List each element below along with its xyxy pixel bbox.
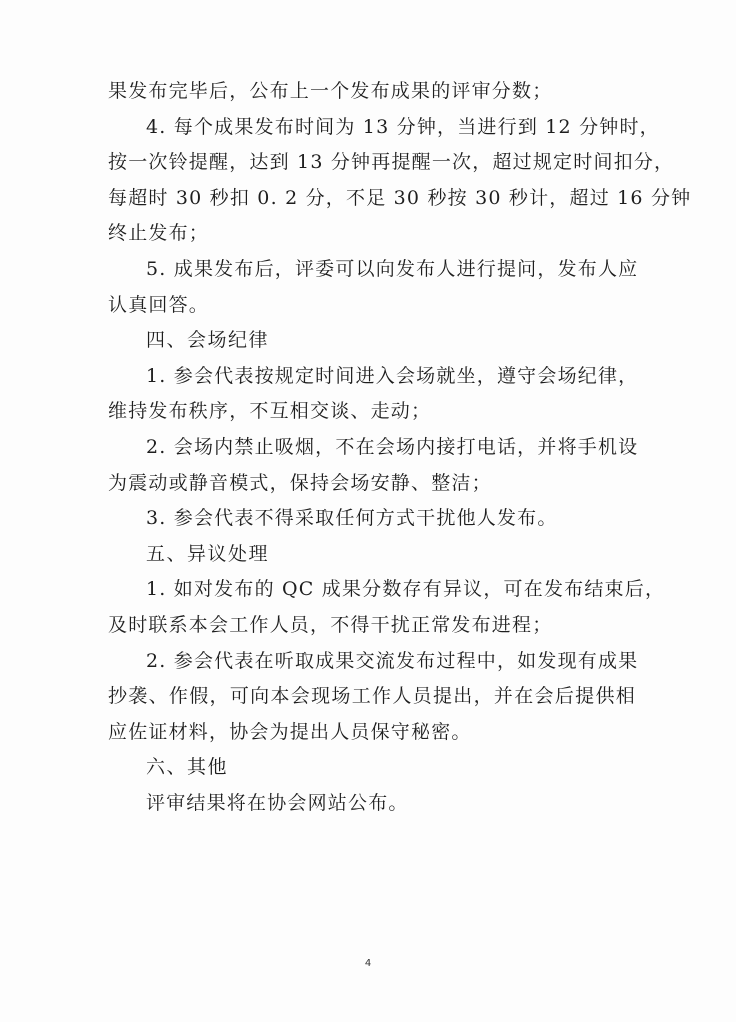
section-heading: 四、会场纪律 (146, 329, 270, 352)
paragraph-line: 2. 参会代表在听取成果交流发布过程中，如发现有成果 (146, 649, 639, 672)
paragraph-line: 终止发布； (108, 222, 210, 245)
paragraph-line: 4. 每个成果发布时间为 13 分钟，当进行到 12 分钟时， (146, 115, 660, 138)
paragraph-line: 果发布完毕后，公布上一个发布成果的评审分数； (108, 80, 553, 102)
paragraph-line: 1. 参会代表按规定时间进入会场就坐，遵守会场纪律， (146, 364, 639, 387)
paragraph-line: 3. 参会代表不得采取任何方式干扰他人发布。 (146, 507, 558, 530)
paragraph-line: 抄袭、作假，可向本会现场工作人员提出，并在会后提供相 (108, 685, 636, 708)
paragraph-line: 按一次铃提醒，达到 13 分钟再提醒一次，超过规定时间扣分， (108, 151, 675, 174)
section-heading: 六、其他 (146, 756, 229, 779)
paragraph-line: 及时联系本会工作人员，不得干扰正常发布进程； (108, 613, 553, 636)
page-number: 4 (364, 958, 372, 969)
paragraph-line: 2. 会场内禁止吸烟，不在会场内接打电话，并将手机设 (146, 435, 639, 458)
paragraph-line: 应佐证材料，协会为提出人员保守秘密。 (108, 720, 472, 743)
paragraph-line: 为震动或静音模式，保持会场安静、整洁； (108, 471, 492, 494)
paragraph-line: 认真回答。 (108, 293, 210, 316)
document-body (108, 74, 692, 821)
section-heading: 五、异议处理 (146, 542, 270, 565)
paragraph-line: 维持发布秩序，不互相交谈、走动； (108, 400, 432, 423)
paragraph-line: 每超时 30 秒扣 0. 2 分，不足 30 秒按 30 秒计，超过 16 分钟 (108, 186, 692, 209)
paragraph-line: 评审结果将在协会网站公布。 (146, 791, 409, 814)
paragraph-line: 5. 成果发布后，评委可以向发布人进行提问，发布人应 (146, 257, 639, 280)
paragraph-line: 1. 如对发布的 QC 成果分数存有异议，可在发布结束后， (146, 578, 666, 601)
